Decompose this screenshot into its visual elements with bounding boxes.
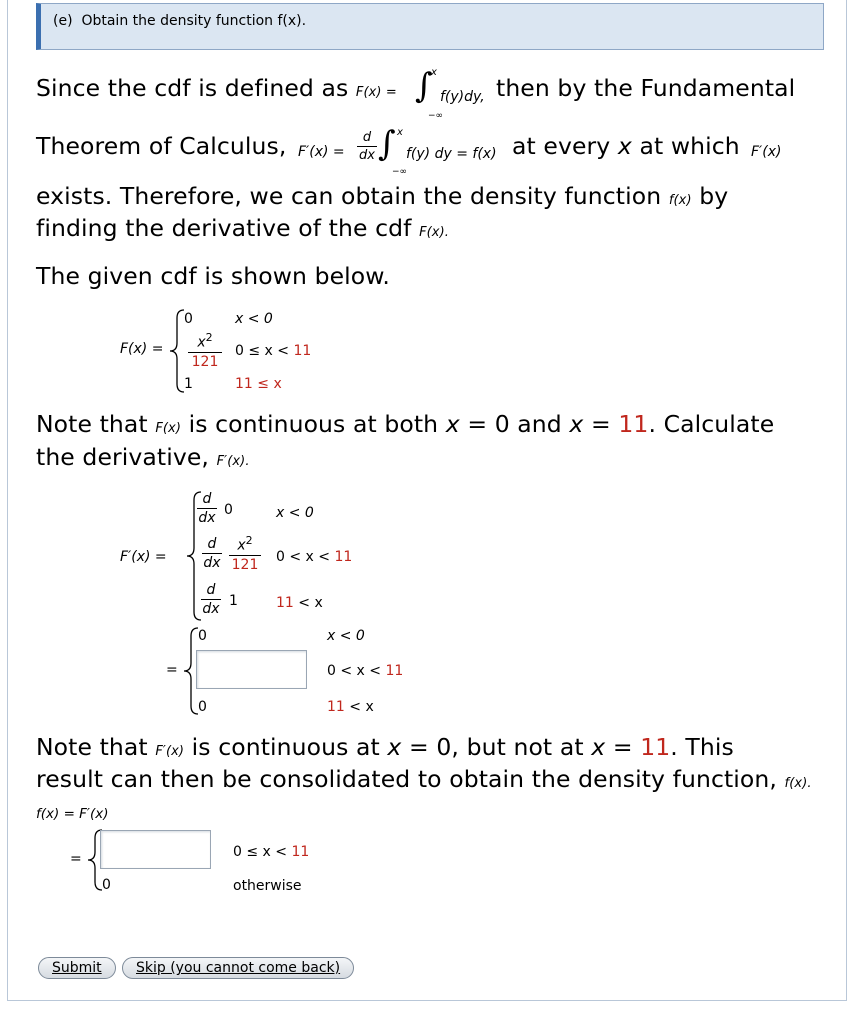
deriv-r1-val: 0 <box>224 502 233 518</box>
deriv-s1-cond: x < 0 <box>327 628 365 644</box>
part-header <box>36 3 824 50</box>
eq: = <box>591 410 611 438</box>
text: . This <box>670 733 734 761</box>
deriv-r1-ddx <box>197 491 217 526</box>
cdf-case2-cond <box>235 343 311 359</box>
para1-line2 <box>36 132 286 160</box>
text: the derivative, <box>36 443 209 471</box>
text: Note that <box>36 410 148 438</box>
x: x <box>591 733 606 761</box>
Fprime-x: F′(x) <box>155 744 185 759</box>
x: x <box>387 733 402 761</box>
integrand: f(y)dy, <box>440 89 485 105</box>
cond: < x <box>349 699 374 715</box>
frac-bar <box>357 146 377 147</box>
part-label: (e) <box>53 13 73 29</box>
deriv-r2-cond <box>276 549 352 565</box>
text: finding the derivative of the cdf <box>36 214 412 242</box>
den: 121 <box>191 353 219 370</box>
derivative-answer-input[interactable] <box>196 650 307 689</box>
text: is continuous at <box>191 733 380 761</box>
density-eq: = <box>70 851 82 867</box>
d-dx <box>357 130 377 163</box>
eleven: 11 <box>293 343 312 359</box>
text: exists. Therefore, we can obtain the density function <box>36 182 662 210</box>
eleven: 11 <box>334 549 353 565</box>
deriv-r1-cond: x < 0 <box>276 505 314 521</box>
para2: The given cdf is shown below. <box>36 262 390 290</box>
x: x <box>237 537 246 554</box>
text: = 0 and <box>467 410 562 438</box>
text: is continuous at both <box>188 410 439 438</box>
cdf-lhs <box>120 341 163 357</box>
den: 121 <box>231 556 259 573</box>
para3-line2 <box>36 443 250 471</box>
Fprime-x: F′(x). <box>216 454 250 469</box>
integral-upper-2: x <box>397 127 403 138</box>
F-x: F(x). <box>419 225 450 240</box>
para1-line2b <box>512 132 740 160</box>
deriv-s1-val: 0 <box>198 628 207 644</box>
x: x <box>445 410 460 438</box>
deriv-r2-frac <box>229 534 261 573</box>
para1-line4 <box>36 214 449 242</box>
deriv-r2-ddx <box>202 536 222 571</box>
cond: 0 ≤ x < <box>233 844 288 860</box>
cdf-case3-val: 1 <box>184 376 193 392</box>
d: d <box>206 582 216 598</box>
cdf-case1-val: 0 <box>184 311 193 327</box>
integral-lower: −∞ <box>428 111 444 121</box>
x: x <box>197 334 206 351</box>
eleven: 11 <box>276 595 294 611</box>
deriv-eq: = <box>166 662 178 678</box>
part-instruction <box>53 13 306 29</box>
density-otherwise: otherwise <box>233 878 302 894</box>
integral-lower-2: −∞ <box>392 167 408 177</box>
d: d <box>202 491 212 507</box>
deriv-s2-cond <box>327 663 403 679</box>
x-var: x <box>617 132 632 160</box>
cdf-case1-cond: x < 0 <box>235 311 273 327</box>
cdf-case2-frac <box>188 331 222 370</box>
deriv-r3-cond <box>276 595 323 611</box>
integral-sign: ∫ <box>415 66 433 106</box>
frac-bar <box>229 555 261 556</box>
text: at every <box>512 132 611 160</box>
eleven: 11 <box>291 844 310 860</box>
text: Since the cdf is defined as <box>36 74 349 102</box>
d: d <box>207 536 217 552</box>
num <box>229 534 261 554</box>
instruction-text: Obtain the density function f(x). <box>81 13 307 29</box>
para1-line1 <box>36 74 397 102</box>
text: Theorem of Calculus, <box>36 132 287 160</box>
text: by <box>699 182 729 210</box>
num <box>188 331 222 351</box>
math-F: F(x) = <box>355 85 397 100</box>
deriv-s3-val: 0 <box>198 699 207 715</box>
frac-bar <box>202 553 222 554</box>
cond: < x <box>298 595 323 611</box>
dx: dx <box>203 555 221 571</box>
density-answer-input[interactable] <box>100 830 211 869</box>
eleven: 11 <box>327 699 345 715</box>
dx: dx <box>198 510 216 526</box>
density-line: f(x) = F′(x) <box>36 806 109 822</box>
math-Fprime: F′(x) = <box>298 144 345 160</box>
para1-line1b: then by the Fundamental <box>496 74 796 102</box>
d: d <box>362 130 372 145</box>
eleven: 11 <box>640 733 671 761</box>
deriv-s3-cond <box>327 699 374 715</box>
skip-button[interactable]: Skip (you cannot come back) <box>122 957 354 979</box>
para1-line3 <box>36 182 728 210</box>
cdf-case3-cond: 11 ≤ x <box>235 376 282 392</box>
cond: 0 ≤ x < <box>235 343 290 359</box>
eq: = <box>612 733 633 761</box>
deriv-lhs: F′(x) = <box>120 549 167 565</box>
frac-bar <box>197 508 217 509</box>
lhs: F(x) = <box>120 341 164 357</box>
para4-line2 <box>36 765 812 793</box>
eleven: 11 <box>385 663 404 679</box>
deriv-r3-ddx <box>201 582 221 617</box>
density-zero: 0 <box>102 877 111 893</box>
text: . Calculate <box>648 410 775 438</box>
F-x: F(x) <box>155 421 182 436</box>
integrand-2: f(y) dy = f(x) <box>406 146 497 162</box>
cond: 0 < x < <box>276 549 331 565</box>
frac-bar <box>188 352 222 353</box>
para3-line1 <box>36 410 774 438</box>
integral-upper: x <box>431 67 437 78</box>
exp: 2 <box>245 534 253 547</box>
frac-bar <box>201 599 221 600</box>
Fprime-x: F′(x) <box>751 144 782 160</box>
eleven: 11 <box>618 410 649 438</box>
dx: dx <box>359 148 375 163</box>
text: at which <box>639 132 740 160</box>
dx: dx <box>202 601 220 617</box>
x: x <box>569 410 584 438</box>
text: result can then be consolidated to obtain the density function, <box>36 765 777 793</box>
cond: 0 < x < <box>327 663 382 679</box>
deriv-r3-val: 1 <box>229 593 238 609</box>
text: Note that <box>36 733 148 761</box>
density-cond <box>233 844 309 860</box>
submit-button[interactable]: Submit <box>38 957 116 979</box>
exp: 2 <box>205 331 213 344</box>
para4-line1 <box>36 733 734 761</box>
f-x: f(x) <box>668 193 692 208</box>
integral-sign-2: ∫ <box>378 124 396 164</box>
f-x: f(x). <box>784 776 812 791</box>
text: = 0, but not at <box>409 733 584 761</box>
